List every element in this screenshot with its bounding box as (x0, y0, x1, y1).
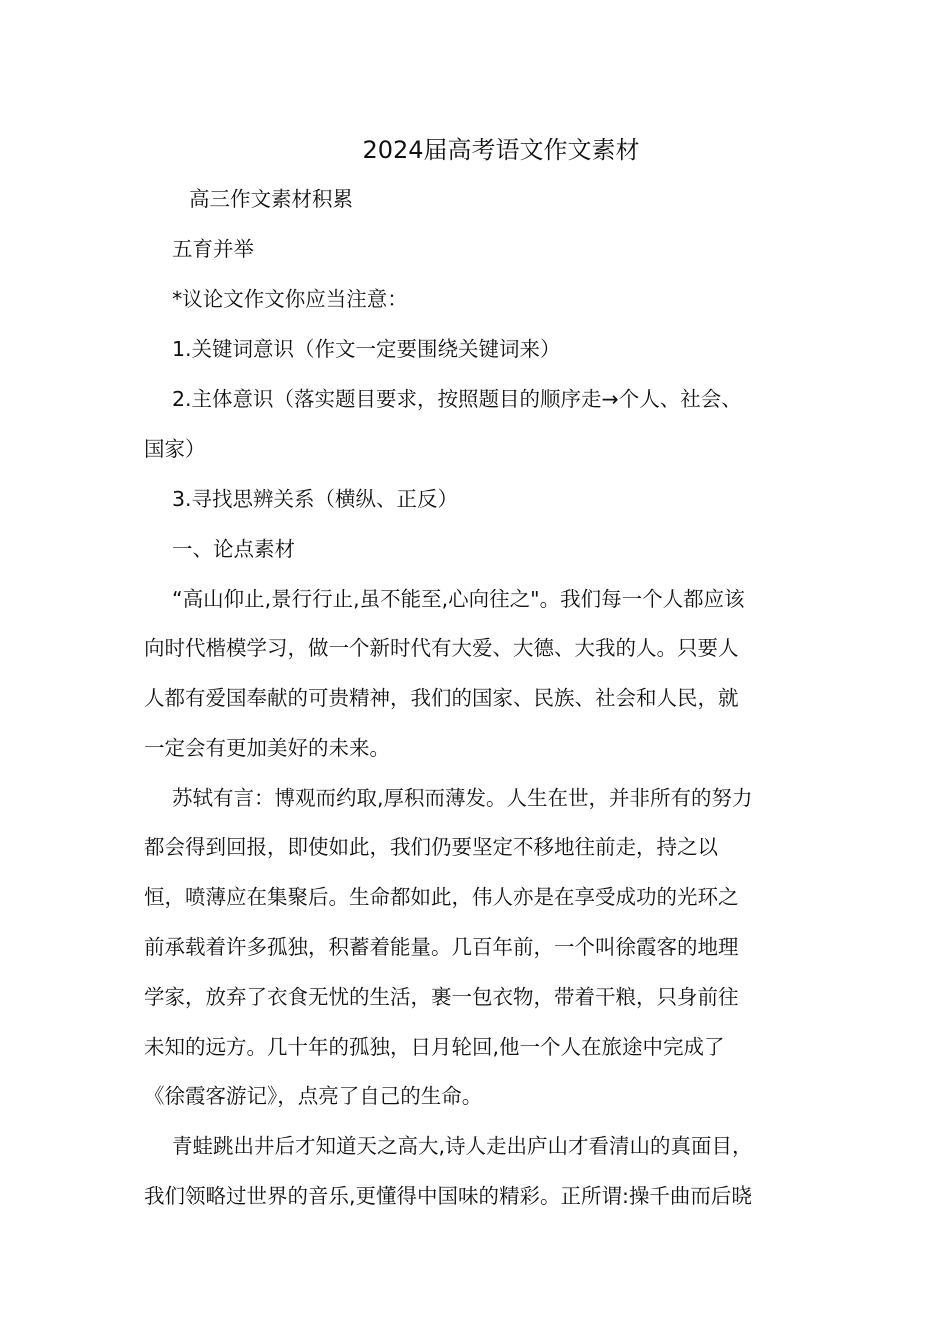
paragraph-line: 学家，放弃了衣食无忧的生活，裹一包衣物，带着干粮，只身前往 (144, 985, 739, 1009)
paragraph-line: 都会得到回报，即使如此，我们仍要坚定不移地往前走，持之以 (144, 835, 718, 859)
paragraph-line: “高山仰止,景行行止,虽不能至,心向往之"。我们每一个人都应该 (172, 587, 745, 611)
list-item: 1.关键词意识（作文一定要围绕关键词来） (172, 337, 561, 361)
list-item: 2.主体意识（落实题目要求，按照题目的顺序走→个人、社会、 (172, 387, 742, 411)
section-heading: 一、论点素材 (172, 537, 295, 561)
paragraph-line: 向时代楷模学习，做一个新时代有大爱、大德、大我的人。只要人 (144, 636, 739, 660)
note-heading: *议论文作文你应当注意： (172, 287, 408, 311)
list-item-continued: 国家） (144, 437, 206, 461)
paragraph-line: 《徐霞客游记》，点亮了自己的生命。 (144, 1084, 483, 1108)
paragraph-line: 一定会有更加美好的未来。 (144, 736, 390, 760)
paragraph-line: 人都有爱国奉献的可贵精神，我们的国家、民族、社会和人民，就 (144, 686, 739, 710)
list-item: 3.寻找思辨关系（横纵、正反） (172, 487, 459, 511)
heading-line: 五育并举 (172, 237, 254, 261)
paragraph-line: 前承载着许多孤独，积蓄着能量。几百年前，一个叫徐霞客的地理 (144, 935, 739, 959)
paragraph-line: 未知的远方。几十年的孤独，日月轮回,他一个人在旅途中完成了 (144, 1035, 725, 1059)
paragraph-line: 苏轼有言：博观而约取,厚积而薄发。人生在世，并非所有的努力 (172, 786, 753, 810)
paragraph-line: 青蛙跳出井后才知道天之高大,诗人走出庐山才看清山的真面目， (172, 1134, 753, 1158)
subtitle-line: 高三作文素材积累 (189, 187, 353, 211)
paragraph-line: 我们领略过世界的音乐,更懂得中国味的精彩。正所谓:操千曲而后晓 (144, 1184, 752, 1208)
document-title: 2024届高考语文作文素材 (362, 136, 640, 164)
paragraph-line: 恒，喷薄应在集聚后。生命都如此，伟人亦是在享受成功的光环之 (144, 885, 739, 909)
